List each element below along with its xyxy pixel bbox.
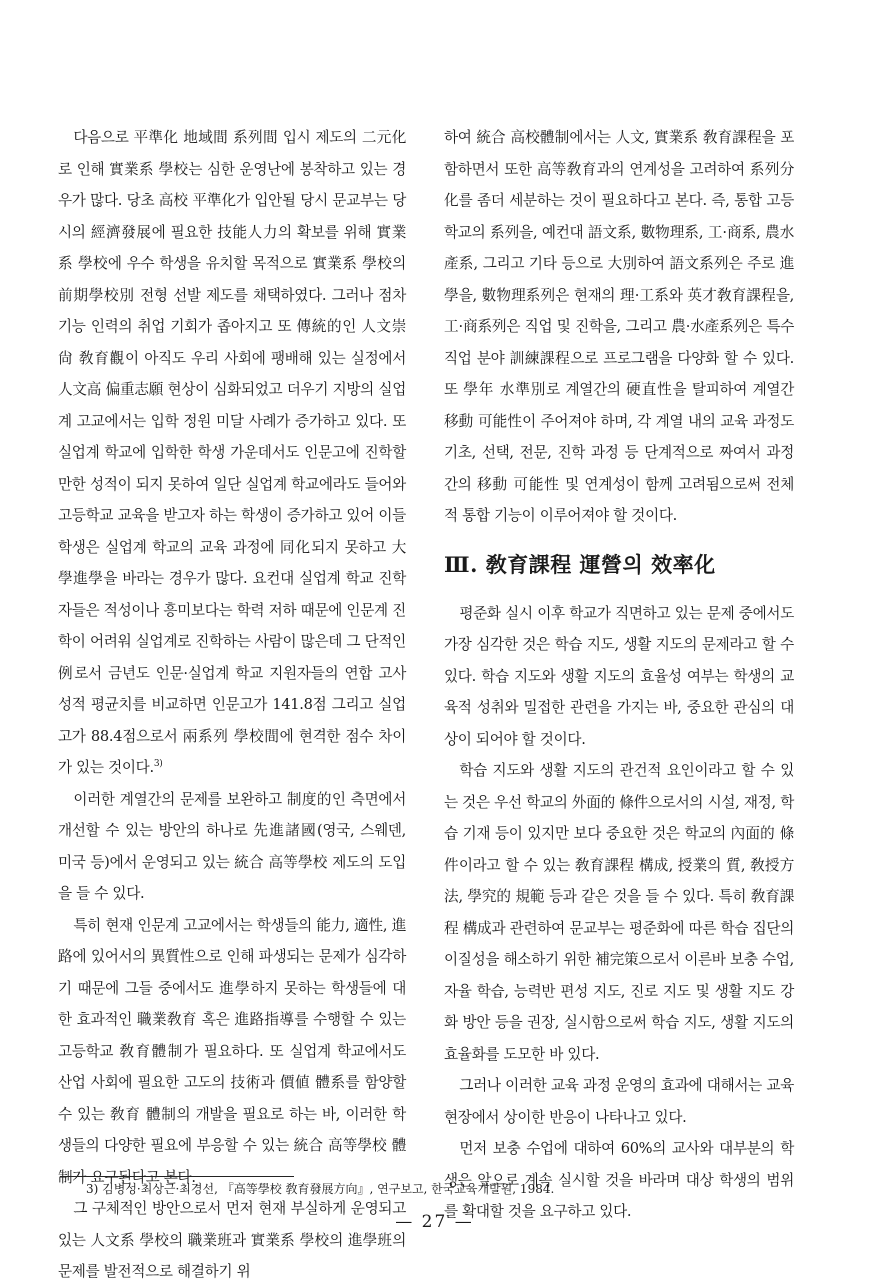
left-column [58, 122, 406, 1288]
section-heading: Ⅲ. 敎育課程 運營의 效率化 [444, 551, 716, 577]
paragraph [58, 122, 406, 784]
footnote-reference: 3) [153, 759, 163, 770]
paragraph: 그 구체적인 방안으로서 먼저 현재 부실하게 운영되고 있는 人文系 學校의 職業班과 實業系 學校의 進學班의 문제를 발전적으로 해결하기 위 [58, 1200, 406, 1280]
paragraph: 먼저 보충 수업에 대하여 60%의 교사와 대부분의 학생은 앞으로 계속 실시할 것을 바라며 대상 학생의 범위를 확대할 것을 요구하고 있다. [444, 1140, 794, 1220]
footnote: 3) 김병성·최상근·최경선, 『高等學校 敎育發展方向』, 연구보고, 한국교육개발원, 1984. [86, 1182, 555, 1196]
paragraph: 평준화 실시 이후 학교가 직면하고 있는 문제 중에서도 가장 심각한 것은 학습 지도, 생활 지도의 문제라고 할 수 있다. 학습 지도와 생활 지도의 효율성 여부는 학생의 교육적 성취와 밀접한 관련을 가지는 바, 중요한 관심의 대상이 되어야 할 것이다. [444, 604, 794, 748]
paragraph-continued: 하여 統合 高校體制에서는 人文, 實業系 敎育課程을 포함하면서 또한 高等敎育과의 연계성을 고려하여 系列分化를 좀더 세분하는 것이 필요하다고 본다. 즉, 통합 고등학교의 系列을, 예컨대 語文系, 數物理系, 工·商系, 農水產系, 그리고 기타 등으로 大別하여 語文系列은 주로 進學을, 數物理系列은 현재의 理·工系와 英才敎育課程을, 工·商系列은 직업 및 진학을, 그리고 農·水產系列은 특수 직업 분야 訓練課程으로 프로그램을 다양화 할 수 있다. 또 學年 水準別로 계열간의 硬直性을 탈피하여 계열간 移動 可能性이 주어져야 하며, 각 계열 내의 교육 과정도 기초, 선택, 전문, 진학 과정 등 단계적으로 짜여서 과정간의 移動 可能性 및 연계성이 함께 고려됨으로써 전체적 통합 기능이 이루어져야 할 것이다. [444, 129, 794, 524]
paragraph: 특히 현재 인문계 고교에서는 학생들의 能力, 適性, 進路에 있어서의 異質性으로 인해 파생되는 문제가 심각하기 때문에 그들 중에서도 進學하지 못하는 학생들에 대한 효과적인 職業敎育 혹은 進路指導를 수행할 수 있는 고등학교 敎育體制가 필요하다. 또 실업계 학교에서도 산업 사회에 필요한 고도의 技術과 價値 體系를 함양할 수 있는 敎育 體制의 개발을 필요로 하는 바, 이러한 학생들의 다양한 필요에 부응할 수 있는 統合 高等學校 體制가 요구된다고 본다. [58, 916, 406, 1186]
paragraph-text: 다음으로 平準化 地域間 系列間 입시 제도의 二元化로 인해 實業系 學校는 심한 운영난에 봉착하고 있는 경우가 많다. 당초 高校 平準化가 입안될 당시 문교부는 당시의 經濟發展에 필요한 技能人力의 확보를 위해 實業系 學校에 우수 학생을 유치할 목적으로 實業系 學校의 前期學校別 전형 선발 제도를 채택하였다. 그러나 점차 기능 인력의 취업 기회가 좁아지고 또 傳統的인 人文崇尙 敎育觀이 아직도 우리 사회에 팽배해 있는 실정에서 人文高 偏重志願 현상이 심화되었고 더우기 지방의 실업계 고교에서는 입학 정원 미달 사례가 증가하고 있다. 또 실업계 학교에 입학한 학생 가운데서도 인문고에 진학할만한 성적이 되지 못하여 일단 실업계 학교에라도 들어와 고등학교 교육을 받고자 하는 학생이 증가하고 있어 이들 학생은 실업계 학교의 교육 과정에 同化되지 못하고 大學進學을 바라는 경우가 많다. 요컨대 실업계 학교 진학자들은 적성이나 흥미보다는 학력 저하 때문에 인문계 진학이 어려워 실업계로 진학하는 사람이 많은데 그 단적인 例로서 금년도 인문·실업계 학교 지원자들의 연합 고사 성적 평균치를 비교하면 인문고가 141.8점 그리고 실업고가 88.4점으로서 兩系列 學校間에 현격한 점수 차이가 있는 것이다. [58, 129, 406, 776]
right-column [444, 122, 794, 1228]
page-number: — 27 — [395, 1212, 474, 1232]
footnote-divider [60, 1176, 294, 1177]
paragraph: 학습 지도와 생활 지도의 관건적 요인이라고 할 수 있는 것은 우선 학교의 外面的 條件으로서의 시설, 재정, 학습 기재 등이 있지만 보다 중요한 것은 학교의 內面的 條件이라고 할 수 있는 敎育課程 構成, 授業의 質, 敎授方法, 學究的 規範 등과 같은 것을 들 수 있다. 특히 敎育課程 構成과 관련하여 문교부는 평준화에 따른 학습 집단의 이질성을 해소하기 위한 補完策으로서 이른바 보충 수업, 자율 학습, 능력반 편성 지도, 진로 지도 및 생활 지도 강화 방안 등을 권장, 실시함으로써 학습 지도, 생활 지도의 효율화를 도모한 바 있다. [444, 762, 794, 1063]
paragraph: 이러한 계열간의 문제를 보완하고 制度的인 측면에서 개선할 수 있는 방안의 하나로 先進諸國(영국, 스웨덴, 미국 등)에서 운영되고 있는 統合 高等學校 제도의 도입을 들 수 있다. [58, 790, 406, 902]
paragraph: 그러나 이러한 교육 과정 운영의 효과에 대해서는 교육 현장에서 상이한 반응이 나타나고 있다. [444, 1077, 794, 1126]
